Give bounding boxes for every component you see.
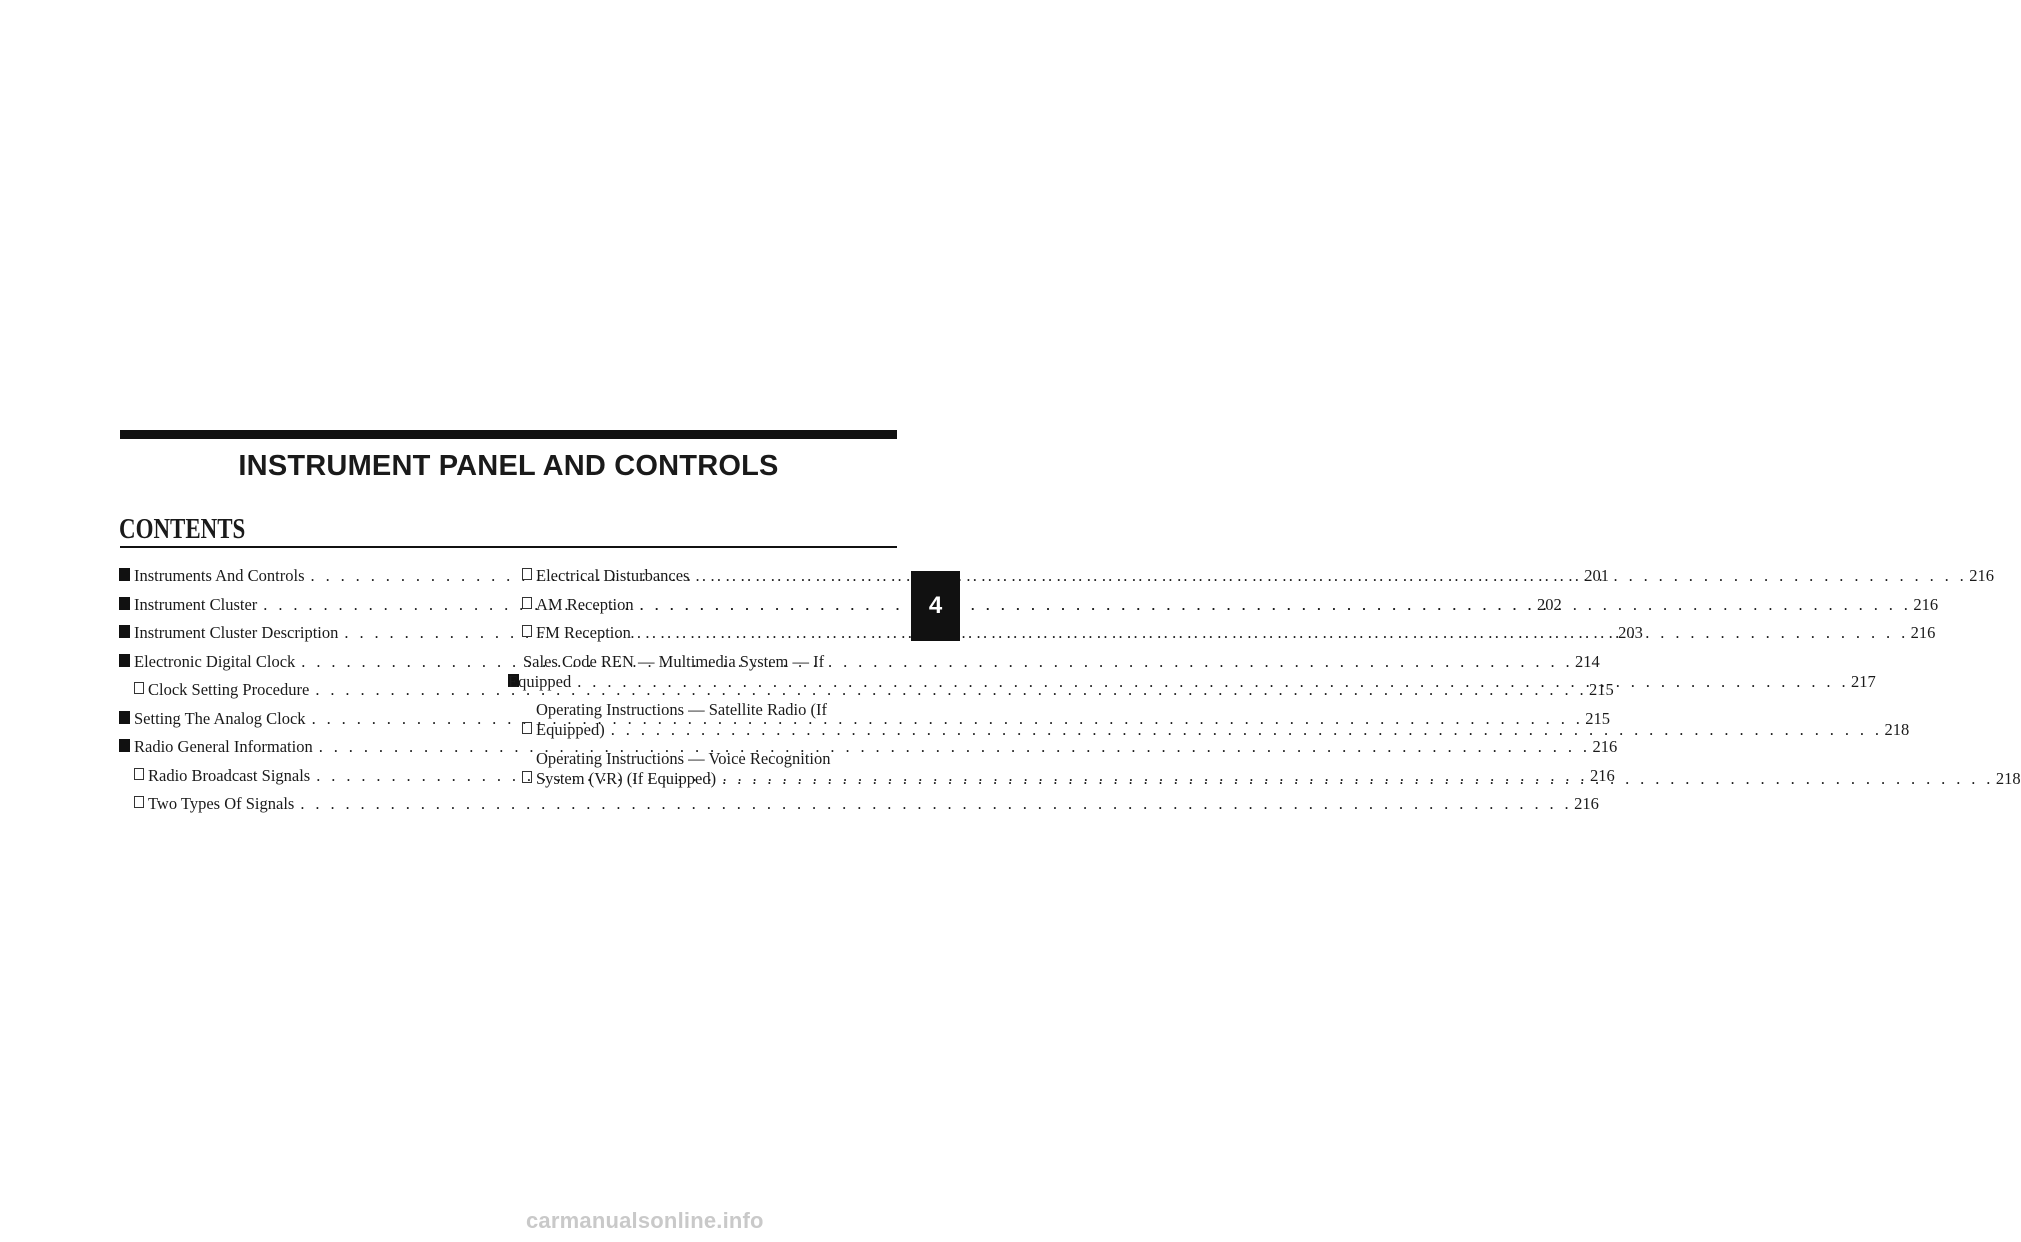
toc-entry-title: Equipped [508,671,572,691]
chapter-tab[interactable]: 4 [911,571,960,641]
hollow-square-bullet-icon [134,794,148,814]
toc-entry-title: Two Types Of Signals [148,794,295,813]
toc-entry-title: Clock Setting Procedure [148,680,310,699]
hollow-square-bullet-icon [134,680,148,700]
chapter-title: INSTRUMENT PANEL AND CONTROLS [238,450,779,482]
toc-entry-title: AM Reception [536,594,634,614]
toc-entry[interactable] [119,737,1618,757]
dot-leader [722,769,1994,789]
toc-page-number: 216 [1913,594,1939,614]
toc-page-number: 216 [1910,623,1936,642]
toc-page-number: 218 [1884,720,1910,739]
contents-heading: CONTENTS [119,514,246,545]
dot-leader [611,720,1883,740]
dot-leader [637,623,1909,643]
toc-entry-title: Radio General Information [134,737,313,756]
square-bullet-icon [119,623,134,643]
toc-entry-title: Electronic Digital Clock [134,651,296,671]
toc-page-number: 202 [1537,594,1562,614]
toc-entry-title-line1: Sales Code REN — Multimedia System — If [523,651,825,671]
dot-leader [300,794,1572,814]
square-bullet-icon [119,566,134,586]
toc-page-number: 218 [1995,768,2021,788]
square-bullet-icon [119,737,134,757]
toc-page-number: 216 [1592,737,1618,756]
toc-entry-title: Instruments And Controls [134,566,305,585]
toc-page-number: 216 [1589,765,1615,785]
toc-page-number: 216 [1969,566,1994,585]
toc-entry-title-line1: Operating Instructions — Satellite Radio (If [536,700,827,719]
toc-entry-title-line1: Operating Instructions — Voice Recognition [536,748,831,768]
hollow-square-bullet-icon [522,566,536,586]
toc-entry-title: Instrument Cluster Description [134,623,339,642]
toc-entry-title: Radio Broadcast Signals [148,765,311,785]
square-bullet-icon [119,595,134,615]
toc-entry-title: Electrical Disturbances [536,566,690,585]
toc-entry-title: FM Reception [536,623,631,642]
hollow-square-bullet-icon [522,769,536,789]
hollow-square-bullet-icon [522,623,536,643]
dot-leader [640,595,1912,615]
watermark: carmanualsonline.info [526,1208,764,1233]
dot-leader [695,566,1967,586]
toc-page-number: 214 [1575,651,1600,671]
toc-page-number: 215 [1589,680,1614,699]
hollow-square-bullet-icon [522,595,536,615]
dot-leader [577,672,1849,692]
toc-page-number: 215 [1585,708,1611,728]
hollow-square-bullet-icon [522,720,536,740]
toc-page-number: 217 [1850,671,1876,691]
hollow-square-bullet-icon [134,766,148,786]
square-bullet-icon [119,652,134,672]
toc-page-number: 203 [1618,623,1643,642]
toc-entry-title: Equipped) [536,720,605,739]
toc-page-number: 201 [1584,566,1609,585]
toc-subentry[interactable] [119,794,1599,814]
toc-page-number: 216 [1574,794,1599,813]
toc-entry-title: System (VR) (If Equipped) [536,768,717,788]
contents-rule [120,546,897,548]
toc-entry-title: Instrument Cluster [134,594,258,614]
chapter-top-rule [120,430,897,439]
toc-entry-title: Setting The Analog Clock [134,708,306,728]
square-bullet-icon [119,709,134,729]
